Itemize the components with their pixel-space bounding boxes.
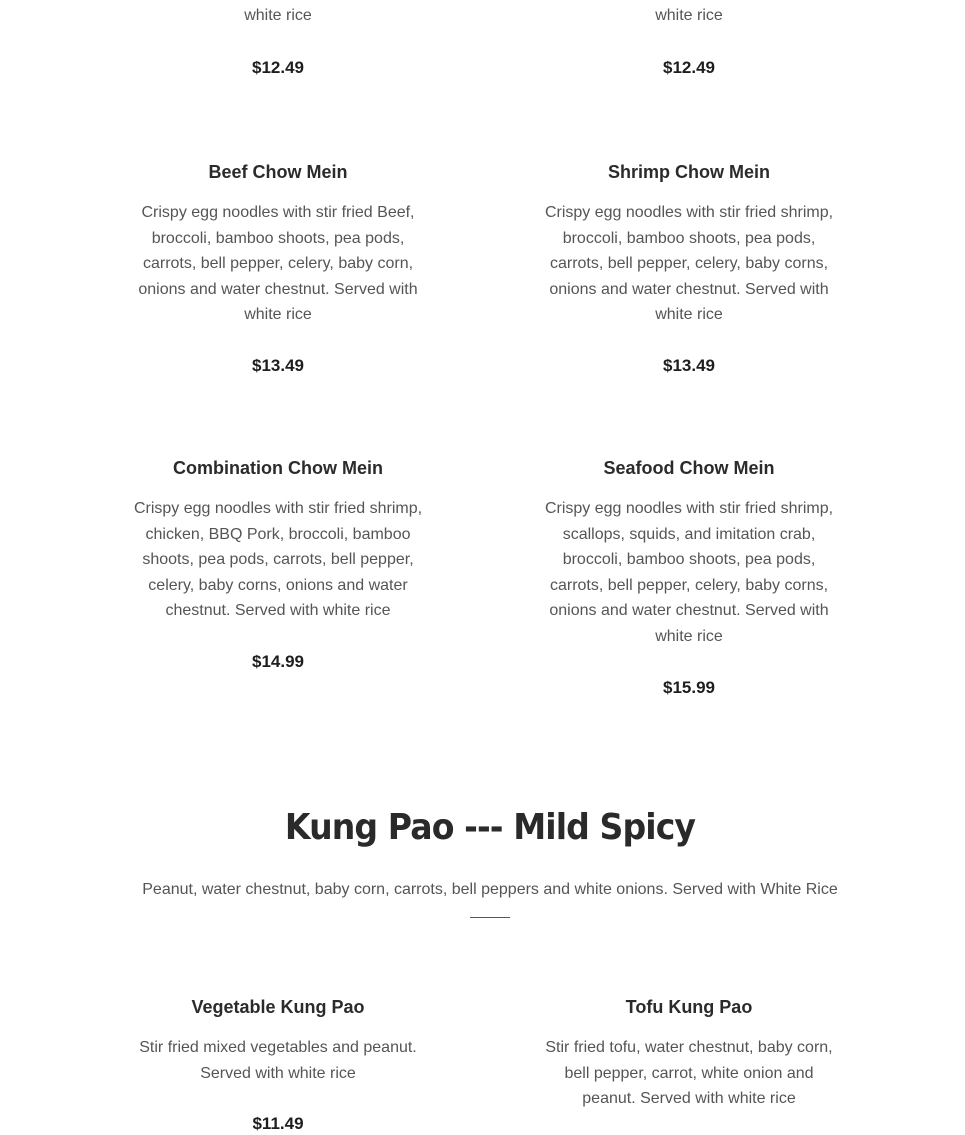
section-divider: [470, 917, 510, 918]
menu-item-description: Crispy egg noodles with stir fried shrimp, chicken, BBQ Pork, broccoli, bamboo shoots, pea pods, carrots, bell pepper, celery, baby corns, onions and water chestnut. Served with white rice: [133, 500, 423, 620]
menu-item-name: Shrimp Chow Mein: [608, 162, 770, 182]
menu-item-name: Combination Chow Mein: [173, 458, 383, 478]
menu-item-partial-left: [128, 3, 428, 79]
menu-item-price: $14.99: [252, 651, 304, 671]
section-description: Peanut, water chestnut, baby corn, carrots, bell peppers and white onions. Served with White Rice: [142, 881, 838, 898]
menu-item-combination-chow-mein: [128, 457, 428, 673]
menu-item-price: $13.49: [252, 355, 304, 375]
menu-item-name: Seafood Chow Mein: [603, 458, 775, 478]
section-title: Kung Pao --- Mild Spicy: [284, 807, 696, 848]
menu-item-beef-chow-mein: [128, 161, 428, 377]
menu-item-price: $15.99: [663, 677, 715, 697]
menu-item-price: $12.49: [663, 57, 715, 77]
menu-item-description: Stir fried mixed vegetables and peanut. Served with white rice: [139, 1039, 417, 1082]
menu-item-description: white rice: [244, 7, 312, 24]
menu-item-price: $11.49: [252, 1114, 304, 1134]
menu-item-description: white rice: [655, 7, 723, 24]
menu-item-vegetable-kung-pao: [128, 996, 428, 1135]
menu-item-name: Beef Chow Mein: [208, 162, 348, 182]
menu-item-seafood-chow-mein: [539, 457, 839, 699]
menu-item-tofu-kung-pao: [539, 996, 839, 1112]
menu-item-partial-right: [539, 3, 839, 79]
menu-item-description: Crispy egg noodles with stir fried shrimp, broccoli, bamboo shoots, pea pods, carrots, bell pepper, celery, baby corns, onions and water chestnut. Served with white rice: [544, 204, 834, 324]
menu-item-description: Stir fried tofu, water chestnut, baby corn, bell pepper, carrot, white onion and peanut. Served with white rice: [545, 1039, 833, 1108]
menu-item-name: Tofu Kung Pao: [625, 997, 753, 1017]
menu-item-shrimp-chow-mein: [539, 161, 839, 377]
menu-item-description: Crispy egg noodles with stir fried shrimp, scallops, squids, and imitation crab, broccoli, bamboo shoots, pea pods, carrots, bell pepper, celery, baby corns, onions and water chestnut. Served with white rice: [544, 500, 834, 645]
menu-item-price: $13.49: [663, 355, 715, 375]
menu-item-description: Crispy egg noodles with stir fried Beef, broccoli, bamboo shoots, pea pods, carrots, bell pepper, celery, baby corn, onions and water chestnut. Served with white rice: [138, 204, 418, 324]
menu-item-price: $12.49: [252, 57, 304, 77]
menu-item-name: Vegetable Kung Pao: [191, 997, 365, 1017]
